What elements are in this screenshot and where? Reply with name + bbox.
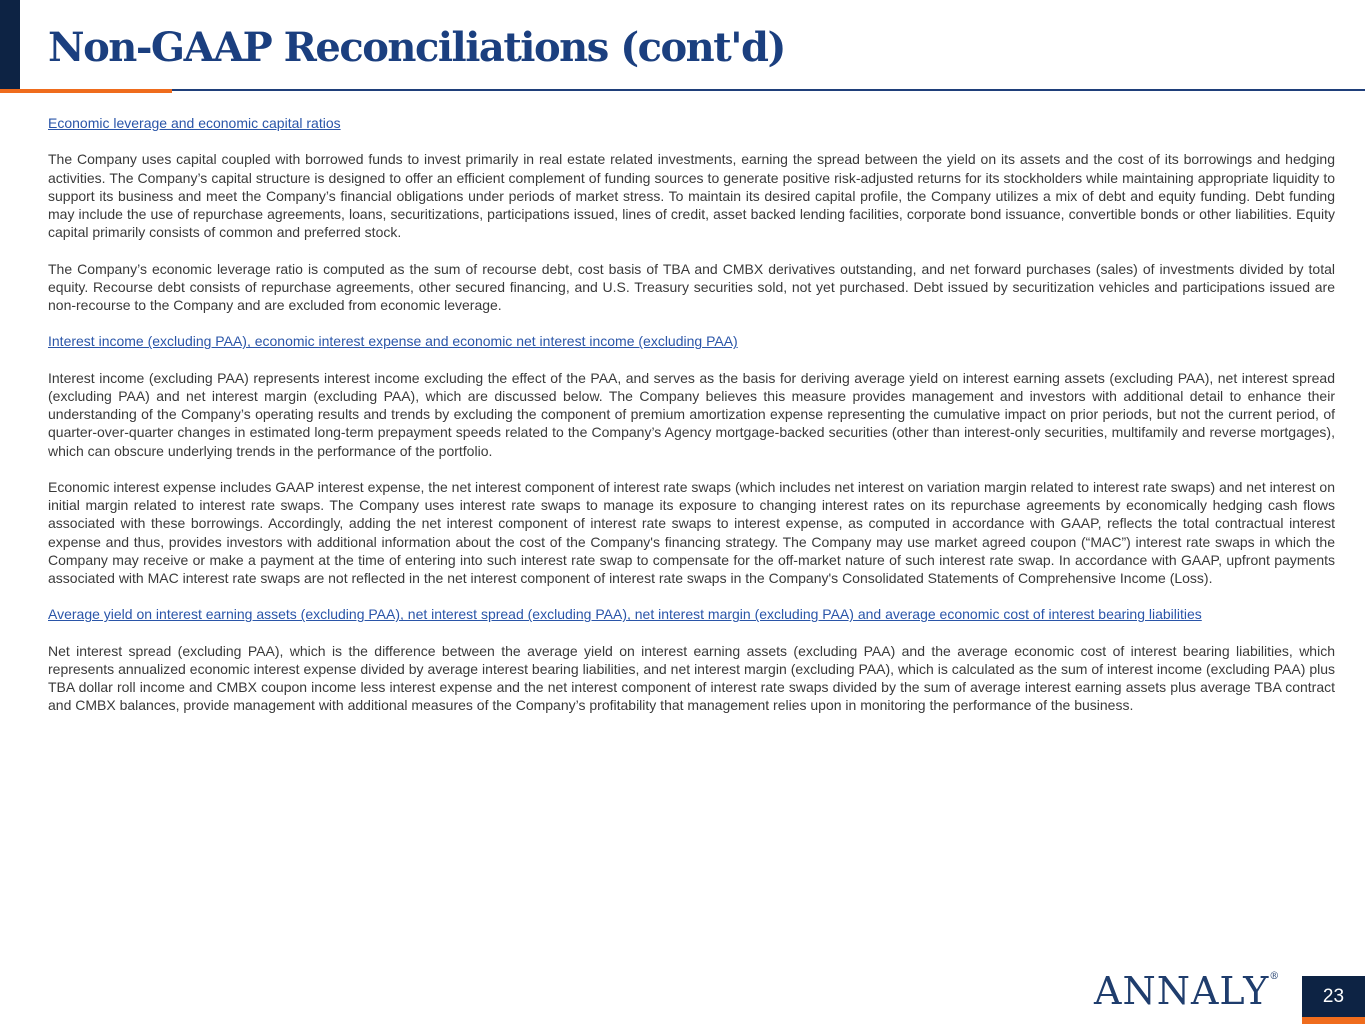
- paragraph-net-interest-spread: Net interest spread (excluding PAA), which is the difference between the average yield on interest earning assets (excluding PAA) and the average economic cost of interest bearing liabilities, which represents annualized economic interest expense divided by average interest bearing liabilities, and net interest margin (excluding PAA), which is calculated as the sum of interest income (excluding PAA) plus TBA dollar roll income and CMBX coupon income less interest expense and the net interest component of interest rate swaps divided by the sum of average interest earning assets plus average TBA contract and CMBX balances, provide management with additional measures of the Company’s profitability that management relies upon in monitoring the performance of the business.: [48, 642, 1335, 714]
- section-link-average-yield[interactable]: Average yield on interest earning assets (excluding PAA), net interest spread (excluding PAA), net interest margin (excluding PAA) and average economic cost of interest bearing liabilities: [48, 606, 1202, 623]
- paragraph-interest-income: Interest income (excluding PAA) represents interest income excluding the effect of the PAA, and serves as the basis for deriving average yield on interest earning assets (excluding PAA), net interest spread (excluding PAA) and net interest margin (excluding PAA), which are discussed below. The Company believes this measure provides management and investors with additional detail to enhance their understanding of the Company’s operating results and trends by excluding the component of premium amortization expense representing the cumulative impact on prior periods, but not the current period, of quarter-over-quarter changes in estimated long-term prepayment speeds related to the Company’s Agency mortgage-backed securities (other than interest-only securities, multifamily and reverse mortgages), which can obscure underlying trends in the performance of the portfolio.: [48, 369, 1335, 459]
- section-link-interest-income[interactable]: Interest income (excluding PAA), economic interest expense and economic net interest income (excluding PAA): [48, 333, 738, 350]
- paragraph-economic-interest-expense: Economic interest expense includes GAAP interest expense, the net interest component of interest rate swaps (which includes net interest on variation margin related to interest rate swaps) and net interest on initial margin related to interest rate swaps. The Company uses interest rate swaps to manage its exposure to changing interest rates on its repurchase agreements by economically hedging cash flows associated with these borrowings. Accordingly, adding the net interest component of interest rate swaps to interest expense, as computed in accordance with GAAP, reflects the total contractual interest expense and thus, provides investors with additional information about the cost of the Company's financing strategy. The Company may use market agreed coupon (“MAC”) interest rate swaps in which the Company may receive or make a payment at the time of entering into such interest rate swap to compensate for the off-market nature of such interest rate swap. In accordance with GAAP, upfront payments associated with MAC interest rate swaps are not reflected in the net interest component of interest rate swaps in the Company's Consolidated Statements of Comprehensive Income (Loss).: [48, 478, 1335, 586]
- page-number-box: [1302, 976, 1365, 1017]
- title-divider: [0, 89, 1365, 91]
- paragraph-capital-structure: The Company uses capital coupled with borrowed funds to invest primarily in real estate related investments, earning the spread between the yield on its assets and the cost of its borrowings and hedging activities. The Company’s capital structure is designed to offer an efficient complement of funding sources to generate positive risk-adjusted returns for its stockholders while maintaining appropriate liquidity to support its business and meet the Company’s financial obligations under periods of market stress. To maintain its desired capital profile, the Company utilizes a mix of debt and equity funding. Debt funding may include the use of repurchase agreements, loans, securitizations, participations issued, lines of credit, asset backed lending facilities, corporate bond issuance, convertible bonds or other liabilities. Equity capital primarily consists of common and preferred stock.: [48, 151, 1335, 241]
- logo-text: ANNALY: [1094, 969, 1270, 1013]
- page-number-accent: [1302, 1017, 1365, 1024]
- body-content: [48, 114, 1335, 715]
- page-number: 23: [1322, 985, 1345, 1007]
- header-left-bar: [0, 0, 20, 90]
- page-title: Non-GAAP Reconciliations (cont'd): [48, 24, 785, 71]
- title-accent-bar: [0, 89, 172, 93]
- paragraph-leverage-ratio: The Company’s economic leverage ratio is computed as the sum of recourse debt, cost basis of TBA and CMBX derivatives outstanding, and net forward purchases (sales) of investments divided by total equity. Recourse debt consists of repurchase agreements, other secured financing, and U.S. Treasury securities sold, not yet purchased. Debt issued by securitization vehicles and participations issued are non-recourse to the Company and are excluded from economic leverage.: [48, 260, 1335, 313]
- annaly-logo: [1094, 969, 1280, 1013]
- section-link-economic-leverage[interactable]: Economic leverage and economic capital ratios: [48, 115, 341, 131]
- registered-mark: ®: [1269, 971, 1280, 982]
